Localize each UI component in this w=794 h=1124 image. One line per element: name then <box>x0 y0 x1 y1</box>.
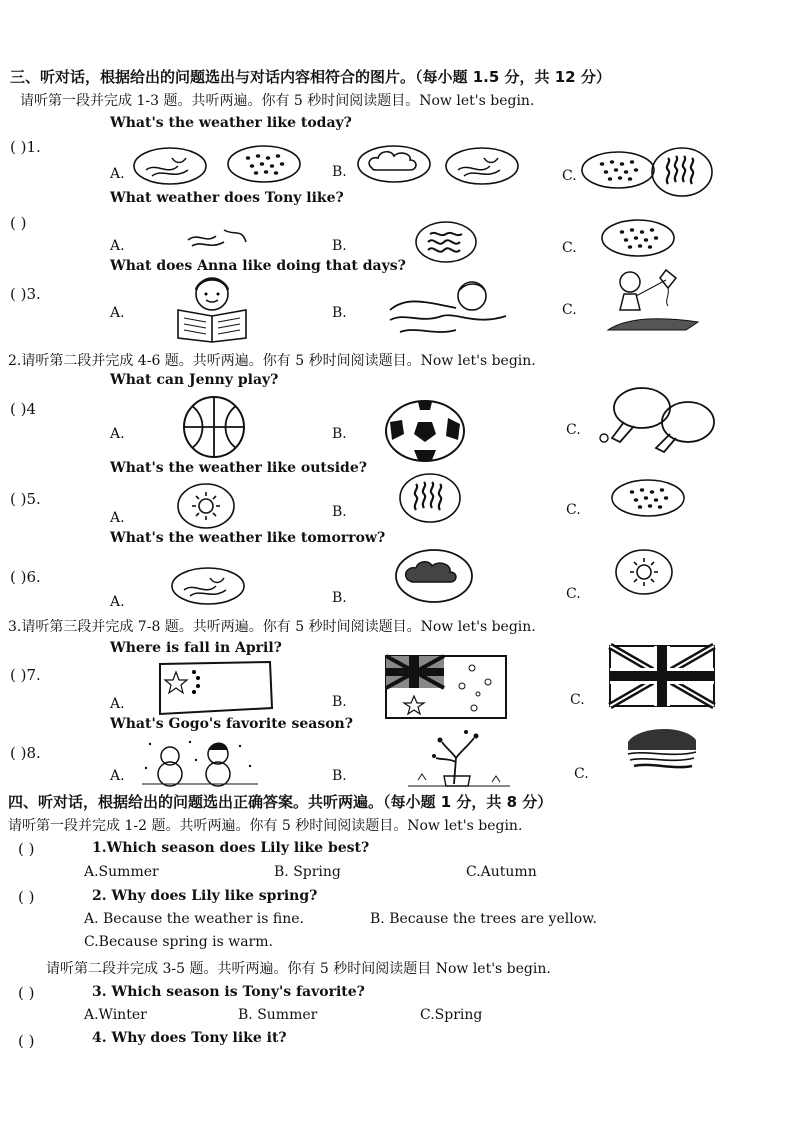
s4-q1-option-b[interactable]: B. Spring <box>274 864 341 880</box>
q7-option-a-label: A. <box>110 696 125 712</box>
q2-answer-blank[interactable]: ( ) <box>10 214 27 232</box>
q1-answer-blank[interactable]: ( )1. <box>10 138 41 156</box>
q3-option-c-label: C. <box>562 302 577 318</box>
part3-instruction: 3.请听第三段并完成 7-8 题。共听两遍。你有 5 秒时间阅读题目。Now let's begin. <box>8 619 536 635</box>
s4-q1-option-a[interactable]: A.Summer <box>84 864 159 880</box>
q3-option-b-label: B. <box>332 305 347 321</box>
q5-text: What's the weather like outside? <box>110 460 367 476</box>
sunny-icon[interactable] <box>176 482 236 530</box>
q3-text: What does Anna like doing that days? <box>110 258 406 274</box>
wind-icon[interactable] <box>132 146 208 186</box>
s4-q2-answer-blank[interactable]: ( ) <box>18 888 35 906</box>
s4-q1-text: 1.Which season does Lily like best? <box>92 840 370 856</box>
s4-q2-option-a[interactable]: A. Because the weather is fine. <box>84 911 304 927</box>
girl-reading-icon[interactable] <box>170 272 260 342</box>
s4-q3-option-c[interactable]: C.Spring <box>420 1007 483 1023</box>
uk-flag-icon[interactable] <box>610 646 716 708</box>
q6-option-b-label: B. <box>332 590 347 606</box>
q6-answer-blank[interactable]: ( )6. <box>10 568 41 586</box>
s4-q3-text: 3. Which season is Tony's favorite? <box>92 984 365 1000</box>
part2-instruction: 2.请听第二段并完成 4-6 题。共听两遍。你有 5 秒时间阅读题目。Now let's begin. <box>8 353 536 369</box>
q2-text: What weather does Tony like? <box>110 190 344 206</box>
q4-option-b-label: B. <box>332 426 347 442</box>
q5-option-c-label: C. <box>566 502 581 518</box>
s4-q1-option-c[interactable]: C.Autumn <box>466 864 537 880</box>
q8-option-c-label: C. <box>574 766 589 782</box>
snow-icon[interactable] <box>414 220 498 260</box>
q3-answer-blank[interactable]: ( )3. <box>10 285 41 303</box>
part1-instruction: 请听第一段并完成 1-3 题。共听两遍。你有 5 秒时间阅读题目。Now let's begin. <box>20 93 535 109</box>
section4-part2-instruction: 请听第二段并完成 3-5 题。共听两遍。你有 5 秒时间阅读题目 Now let's begin. <box>46 961 551 977</box>
wind-icon[interactable] <box>170 566 246 606</box>
q2-option-c-label: C. <box>562 240 577 256</box>
s4-q4-answer-blank[interactable]: ( ) <box>18 1032 35 1050</box>
q1-text: What's the weather like today? <box>110 115 352 131</box>
q8-option-b-label: B. <box>332 768 347 784</box>
china-flag-icon[interactable] <box>156 658 274 718</box>
q1-option-a-label: A. <box>110 166 125 182</box>
section4-heading: 四、听对话，根据给出的问题选出正确答案。共听两遍。（每小题 1 分，共 8 分） <box>8 793 553 811</box>
q4-option-a-label: A. <box>110 426 125 442</box>
s4-q1-answer-blank[interactable]: ( ) <box>18 840 35 858</box>
q3-option-a-label: A. <box>110 305 125 321</box>
q8-option-a-label: A. <box>110 768 125 784</box>
q4-option-c-label: C. <box>566 422 581 438</box>
s4-q3-answer-blank[interactable]: ( ) <box>18 984 35 1002</box>
q8-text: What's Gogo's favorite season? <box>110 716 353 732</box>
rain-icon[interactable] <box>580 150 644 194</box>
q5-option-b-label: B. <box>332 504 347 520</box>
q1-option-c-label: C. <box>562 168 577 184</box>
q6-option-c-label: C. <box>566 586 581 602</box>
rain-icon[interactable] <box>226 144 302 184</box>
q1-option-b-label: B. <box>332 164 347 180</box>
s4-q2-option-b[interactable]: B. Because the trees are yellow. <box>370 911 597 927</box>
snowmen-winter-icon[interactable] <box>140 738 260 786</box>
sunny-icon[interactable] <box>614 548 674 604</box>
basketball-icon[interactable] <box>176 396 252 458</box>
s4-q4-text: 4. Why does Tony like it? <box>92 1030 287 1046</box>
s4-q2-option-c[interactable]: C.Because spring is warm. <box>84 934 273 950</box>
q6-option-a-label: A. <box>110 594 125 610</box>
rain-icon[interactable] <box>600 218 676 262</box>
cloudy-icon[interactable] <box>394 548 474 604</box>
hot-weather-icon[interactable] <box>398 472 462 522</box>
q7-text: Where is fall in April? <box>110 640 282 656</box>
q5-answer-blank[interactable]: ( )5. <box>10 490 41 508</box>
autumn-tree-icon[interactable] <box>404 728 514 788</box>
q7-option-c-label: C. <box>570 692 585 708</box>
s4-q3-option-a[interactable]: A.Winter <box>84 1007 147 1023</box>
section3-heading: 三、听对话，根据给出的问题选出与对话内容相符合的图片。（每小题 1.5 分，共 12 分） <box>10 68 611 86</box>
australia-flag-icon[interactable] <box>384 654 508 720</box>
windy-icon[interactable] <box>180 220 256 260</box>
s4-q3-option-b[interactable]: B. Summer <box>238 1007 318 1023</box>
hot-weather-icon[interactable] <box>650 146 714 196</box>
q8-answer-blank[interactable]: ( )8. <box>10 744 41 762</box>
wind-icon[interactable] <box>444 146 520 186</box>
q6-text: What's the weather like tomorrow? <box>110 530 386 546</box>
q5-option-a-label: A. <box>110 510 125 526</box>
soccer-ball-icon[interactable] <box>384 400 466 462</box>
swimming-icon[interactable] <box>386 276 510 338</box>
q4-answer-blank[interactable]: ( )4 <box>10 400 37 418</box>
q2-option-a-label: A. <box>110 238 125 254</box>
ping-pong-icon[interactable] <box>596 386 720 456</box>
cloudy-icon[interactable] <box>356 144 432 184</box>
section4-part1-instruction: 请听第一段并完成 1-2 题。共听两遍。你有 5 秒时间阅读题目。Now let's begin. <box>8 818 523 834</box>
s4-q2-text: 2. Why does Lily like spring? <box>92 888 318 904</box>
girl-flying-kite-icon[interactable] <box>606 266 706 336</box>
q7-option-b-label: B. <box>332 694 347 710</box>
rain-icon[interactable] <box>610 478 686 522</box>
summer-scene-icon[interactable] <box>624 720 700 774</box>
q4-text: What can Jenny play? <box>110 372 279 388</box>
q2-option-b-label: B. <box>332 238 347 254</box>
q7-answer-blank[interactable]: ( )7. <box>10 666 41 684</box>
